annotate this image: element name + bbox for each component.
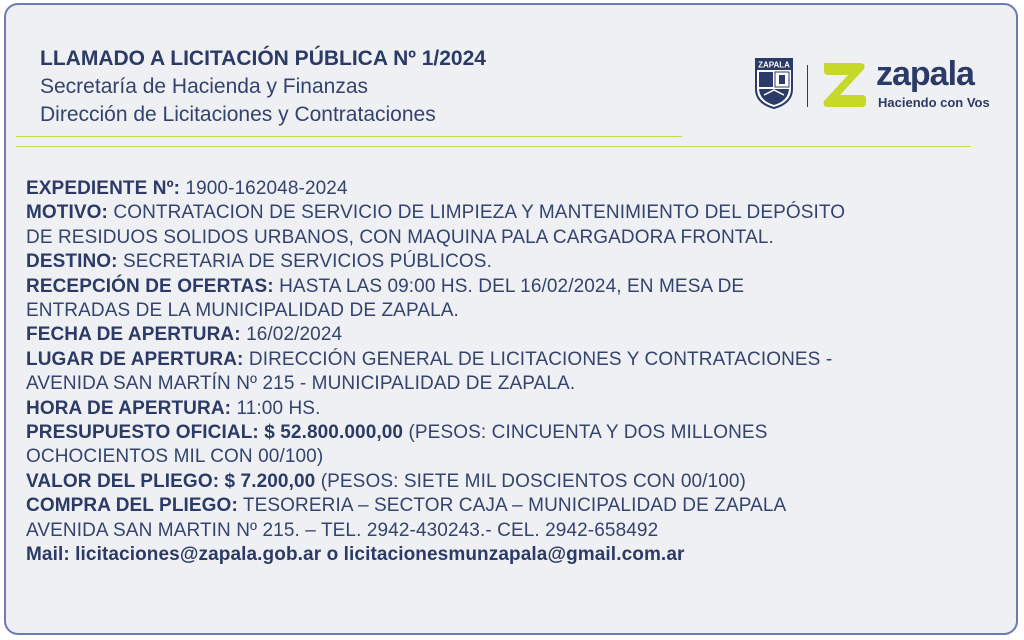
lugar-label: LUGAR DE APERTURA: (26, 348, 244, 370)
header-divider-short (16, 136, 682, 137)
logo-divider (807, 65, 808, 107)
brand-tagline: Haciendo con Vos (878, 95, 990, 110)
brand-name: zapala (876, 55, 974, 93)
recepcion-line (26, 275, 1001, 299)
expediente-label: EXPEDIENTE Nº: (26, 178, 181, 199)
motivo-value: CONTRATACION DE SERVICIO DE LIMPIEZA Y MANTENIMIENTO DEL DEPÓSITO (113, 202, 846, 224)
mail-line[interactable]: Mail: licitaciones@zapala.gob.ar o licitacionesmunzapala@gmail.com.ar (26, 544, 685, 566)
valor-line (26, 470, 1001, 494)
lugar-line-2: AVENIDA SAN MARTÍN Nº 215 - MUNICIPALIDAD DE ZAPALA. (26, 373, 576, 395)
hora-line (26, 397, 1001, 421)
header-divider-long (16, 146, 971, 147)
motivo-line-2: DE RESIDUOS SOLIDOS URBANOS, CON MAQUINA PALA CARGADORA FRONTAL. (26, 226, 774, 248)
presupuesto-label: PRESUPUESTO OFICIAL: $ 52.800.000,00 (26, 422, 404, 444)
announcement-body (26, 177, 1001, 568)
page-title: LLAMADO A LICITACIÓN PÚBLICA Nº 1/2024 (40, 47, 486, 70)
recepcion-value: HASTA LAS 09:00 HS. DEL 16/02/2024, EN MESA DE (279, 275, 745, 297)
presupuesto-value: (PESOS: CINCUENTA Y DOS MILLONES (408, 422, 768, 444)
zapala-z-icon (820, 59, 868, 109)
fecha-line (26, 323, 1001, 347)
presupuesto-line-2: OCHOCIENTOS MIL CON 00/100) (26, 446, 324, 468)
compra-line (26, 494, 1001, 518)
destino-line (26, 250, 1001, 274)
lugar-line (26, 348, 1001, 372)
presupuesto-line (26, 421, 1001, 445)
lugar-value: DIRECCIÓN GENERAL DE LICITACIONES Y CONTRATACIONES - (248, 348, 833, 370)
expediente-value: 1900-162048-2024 (185, 178, 348, 199)
hora-value: 11:00 HS. (236, 397, 321, 419)
recepcion-label: RECEPCIÓN DE OFERTAS: (26, 275, 274, 297)
shield-text: ZAPALA (758, 60, 790, 70)
subtitle-direccion: Dirección de Licitaciones y Contrataciones (40, 103, 436, 126)
hora-label: HORA DE APERTURA: (26, 397, 232, 419)
valor-value: (PESOS: SIETE MIL DOSCIENTOS CON 00/100) (320, 470, 746, 492)
compra-line-2: AVENIDA SAN MARTIN Nº 215. – TEL. 2942-430243.- CEL. 2942-658492 (26, 519, 659, 541)
valor-label: VALOR DEL PLIEGO: $ 7.200,00 (26, 470, 316, 492)
fecha-label: FECHA DE APERTURA: (26, 324, 241, 346)
compra-label: COMPRA DEL PLIEGO: (26, 495, 238, 517)
destino-label: DESTINO: (26, 251, 118, 273)
coat-of-arms-icon (754, 57, 794, 109)
fecha-value: 16/02/2024 (246, 324, 343, 346)
recepcion-line-2: ENTRADAS DE LA MUNICIPALIDAD DE ZAPALA. (26, 300, 459, 322)
expediente-line (26, 177, 1001, 201)
motivo-line (26, 201, 1001, 225)
subtitle-secretaria: Secretaría de Hacienda y Finanzas (40, 75, 369, 98)
motivo-label: MOTIVO: (26, 202, 108, 224)
municipality-logo (754, 57, 1004, 117)
announcement-card (4, 3, 1018, 635)
compra-value: TESORERIA – SECTOR CAJA – MUNICIPALIDAD DE ZAPALA (242, 495, 787, 517)
destino-value: SECRETARIA DE SERVICIOS PÚBLICOS. (122, 251, 492, 273)
